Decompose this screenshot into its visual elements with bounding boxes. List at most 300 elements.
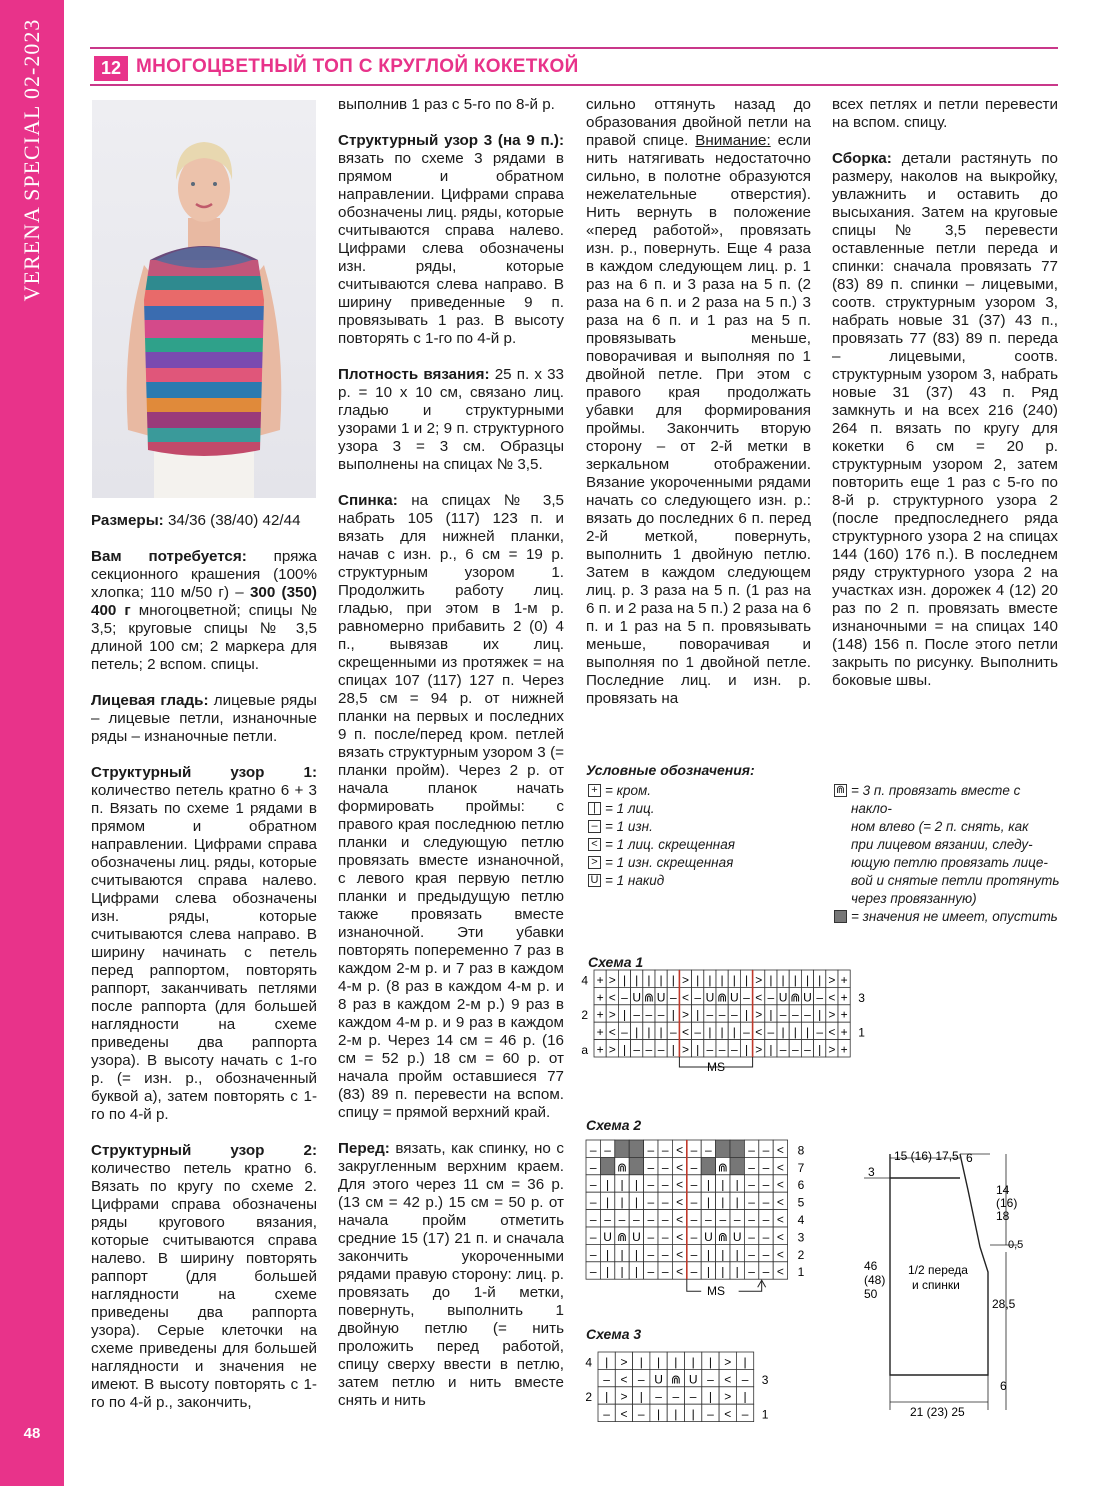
chart-symbol: | <box>818 972 822 987</box>
chart-symbol: – <box>706 1042 714 1057</box>
chart-symbol: | <box>696 1042 700 1057</box>
chart-symbol: | <box>720 1025 724 1040</box>
chart-symbol: – <box>647 1264 655 1279</box>
chart-symbol: – <box>741 1407 749 1422</box>
repeat-bracket <box>687 1279 701 1291</box>
materials: Вам потребуется: пряжа секционного крашения (100% хлопка; 110 м/50 г) – 300 (350) 400 г многоцветной; спицы № 3,5; круговые спицы № 3,5 длиной 100 см; 2 маркера для петель; 2 вспом. спицы. <box>91 548 317 673</box>
chart-cell <box>600 1157 614 1174</box>
schematic-caption <box>908 1263 968 1292</box>
chart-symbol: ⋒ <box>616 1160 628 1175</box>
chart-symbol: – <box>655 1389 662 1404</box>
chart-symbol: ⋒ <box>616 1229 628 1244</box>
chart-symbol: | <box>606 1177 610 1192</box>
chart-symbol: | <box>732 1025 736 1040</box>
chart-symbol: U <box>732 1229 742 1244</box>
body-length-label: 28,5 <box>992 1297 1016 1311</box>
chart-symbol: + <box>840 1007 848 1022</box>
chart-symbol: | <box>620 1264 624 1279</box>
chart-symbol: | <box>605 1389 609 1404</box>
front-continued: сильно оттянуть назад до образования двойной петли на правой спице. Внимание: если нить натягивать недостаточно сильно, в полотне образуются нежелательные отверстия). Нить вернуть в положение «перед работой», провязать изн. р., повернуть. Еще 4 раза в каждом следующем лиц. р. 1 раз на 6 п. и 3 раза на 5 п. (2 раза на 6 п. и 2 раза на 5 п.) 3 раза на 6 п. и 1 раз на 5 п. провязывать меньше, поворачивая и выполняя по 1 двойной петле. При этом с правого края продолжать убавки для формирования проймы. Закончить вторую сторону – от 2-й метки в зеркальном отображении. Вязание укороченными рядами начать со следующего изн. р.: вязать до последних 6 п. перед 2-й меткой, повернуть, выполнить 1 двойную петлю. Затем в каждом следующем лиц. р. 3 раза на 5 п. (1 раз на 6 п. и 2 раза на 5 п.) 2 раза на 6 п. и 1 раз на 5 п. провязывать меньше, поворачивая и выполняя по 1 двойной петле. Последние лиц. и изн. р. провязать на <box>586 96 812 707</box>
chart-symbol: | <box>691 1354 695 1369</box>
chart-symbol: – <box>748 1247 755 1262</box>
legend-item-k3tog: ⋒ = 3 п. провязать вместе с накло- ном влево (= 2 п. снять, как при лицевом вязании, следу- ющую петлю провязать лице- вой и снятые петли протянуть через провязанную) <box>835 783 1060 906</box>
legend-item: U = 1 накид <box>588 872 828 890</box>
back-instructions: Спинка: на спицах № 3,5 набрать 105 (117) 123 п. и вязать для нижней планки, начав с изн. р., 6 см = 19 р. структурным узором 1. Продолжить работу лиц. гладью, при этом в 1-м р. равномерно прибавить 2 (0) 4 п., вывязав их лиц. скрещенными из протяжек = на спицах 107 (117) 127 п. Через 28,5 см = 94 р. от нижней планки на первых и последних 9 п. после/перед кром. петлей вязать структурным узором 3 (= планки пройм). Через 2 р. от начала планок начать формировать проймы: с правого края последнюю петлю планки и следующую петлю провязать вместе изнаночной, с левого края первую петлю планки и предыдущую петлю также провязать вместе изнаночной. Эти убавки повторять попеременно 7 раз в каждом 2-м р. и 7 раз в каждом 4-м р. (8 раз в каждом 4-м р. и 8 раз в каждом 2-м р.) 9 раз в каждом 4-м р. и 9 раз в каждом 2-м р. Через 14 см = 46 р. (16 см = 52 р.) 18 см = 60 р. от начала пройм оставшиеся 77 (83) 89 п. перевести на вспом. спицу = прямой верхний край. <box>338 492 564 1121</box>
chart-symbol: | <box>647 972 651 987</box>
chart-symbol: > <box>608 1007 616 1022</box>
chart-symbol: – <box>589 1247 597 1262</box>
chart-symbol: – <box>618 1212 626 1227</box>
chart-symbol: – <box>762 1229 770 1244</box>
chart-symbol: | <box>606 1264 610 1279</box>
chart-symbol: + <box>840 990 848 1005</box>
chart-symbol: – <box>707 1372 714 1387</box>
chart-symbol: < <box>676 1160 684 1175</box>
purl-twisted-icon: > <box>588 856 601 869</box>
chart-symbol: – <box>672 1389 680 1404</box>
chart-symbol: – <box>707 1407 714 1422</box>
chart-symbol: | <box>634 1264 638 1279</box>
chart-symbol: – <box>762 1160 770 1175</box>
chart-symbol: | <box>721 1177 725 1192</box>
chart-symbol: – <box>603 1372 610 1387</box>
chart-cell <box>701 1157 715 1174</box>
column-3 <box>586 96 811 726</box>
chart-symbol: – <box>647 1142 655 1157</box>
chart-symbol: | <box>706 1247 710 1262</box>
chart-symbol: – <box>779 1042 787 1057</box>
chart-symbol: + <box>840 1025 848 1040</box>
row-label: 2 <box>581 1008 588 1023</box>
row-label: 2 <box>585 1390 592 1405</box>
chart-symbol: | <box>634 1177 638 1192</box>
chart-symbol: < <box>620 1372 628 1387</box>
chart-symbol: | <box>656 1354 661 1369</box>
chart-symbol: | <box>659 972 663 987</box>
row-label: 8 <box>797 1143 805 1158</box>
chart-symbol: < <box>776 1229 784 1244</box>
chart-symbol: | <box>744 1007 749 1022</box>
row-label: 3 <box>761 1372 769 1387</box>
chart-symbol: | <box>634 1195 638 1210</box>
front-end: всех петлях и петли перевести на вспом. спицу. <box>832 96 1058 131</box>
chart-symbol: – <box>733 1212 741 1227</box>
chart-symbol: – <box>748 1264 755 1279</box>
chart-symbol: | <box>769 1007 773 1022</box>
chart-symbol: | <box>620 1177 624 1192</box>
legend-item: < = 1 лиц. скрещенная <box>588 836 828 854</box>
chart-symbol: | <box>706 1264 710 1279</box>
armhole-depth-line: 18 <box>996 1209 1010 1223</box>
chart-symbol: | <box>805 972 810 987</box>
chart-symbol: – <box>690 1264 698 1279</box>
stockinette: Лицевая гладь: лицевые ряды – лицевые петли, изнаночные ряды – изнаночные петли. <box>91 692 317 745</box>
chart-symbol: > <box>608 1042 616 1057</box>
chart-symbol: – <box>589 1264 597 1279</box>
chart-symbol: – <box>767 1025 775 1040</box>
chart-symbol: | <box>735 1195 739 1210</box>
chart-symbol: ⋒ <box>643 990 654 1005</box>
legend-item: + = кром. <box>588 782 828 800</box>
chart-symbol: < <box>755 1025 763 1040</box>
chart-symbol: U <box>688 1372 698 1387</box>
chart-symbol: < <box>776 1142 784 1157</box>
chart-symbol: | <box>620 1195 624 1210</box>
front-instructions: Перед: вязать, как спинку, но с закругленным верхним краем. Для этого через 11 см = 36 р. (13 см = 42 р.) 15 см = 50 р. от начала пройм отметить средние 15 (17) 21 п. и сначала закончить укороченными рядами правую сторону: лиц. р. провязать до 1-й метки, повернуть, выполнить 1 двойную петлю (= нить проложить перед работой, спицу сверху ввести в петлю, затем петлю и нить вместе снять и нить <box>338 1140 564 1409</box>
chart-symbol: – <box>603 1407 610 1422</box>
chart-symbol: < <box>620 1407 628 1422</box>
chart-symbol: > <box>755 1042 763 1057</box>
chart-cell <box>730 1140 744 1157</box>
chart-symbol: – <box>633 1212 640 1227</box>
edge-stitch-icon: + <box>588 784 601 797</box>
chart-symbol: – <box>645 1007 653 1022</box>
row-label: 3 <box>858 990 865 1005</box>
chart-symbol: – <box>816 1025 824 1040</box>
chart-symbol: | <box>622 1042 627 1057</box>
chart-symbol: + <box>596 972 604 987</box>
chart-symbol: – <box>661 1160 669 1175</box>
chart-symbol: – <box>779 1007 787 1022</box>
pattern-3: Структурный узор 3 (на 9 п.): вязать по схеме 3 рядами в прямом и обратном направлении. Цифрами справа обозначены лиц. ряды, которые считываются справа налево. Цифрами слева обозначены изн. ряды, которые считываются слева направо. В ширину приведенные 9 п. провязывать 1 раз. В высоту повторять с 1-го по 4-й р. <box>338 132 564 347</box>
chart-symbol: | <box>744 972 749 987</box>
chart-symbol: – <box>694 1025 702 1040</box>
chart-symbol: > <box>755 1007 763 1022</box>
chart-symbol: – <box>705 1142 712 1157</box>
chart-symbol: – <box>743 990 750 1005</box>
chart-symbol: U <box>656 990 666 1005</box>
scheme-3-title: Схема 3 <box>586 1326 642 1342</box>
armhole-depth-label <box>996 1183 1017 1223</box>
row-label: 7 <box>797 1160 805 1175</box>
chart-symbol: – <box>690 1229 698 1244</box>
chart-symbol: – <box>661 1195 669 1210</box>
chart-symbol: – <box>657 1007 665 1022</box>
chart-symbol: > <box>681 1007 690 1022</box>
yarn-over-icon: U <box>588 874 601 887</box>
chart-symbol: | <box>674 1407 678 1422</box>
chart-symbol: – <box>621 1025 628 1040</box>
row-label: 1 <box>858 1025 865 1040</box>
chart-symbol: | <box>620 1247 624 1262</box>
chart-symbol: – <box>730 1007 738 1022</box>
chart-symbol: – <box>589 1160 597 1175</box>
chart-symbol: – <box>604 1142 611 1157</box>
chart-symbol: | <box>708 1389 713 1404</box>
chart-symbol: | <box>622 972 627 987</box>
chart-symbol: U <box>704 1229 713 1244</box>
chart-symbol: – <box>762 1212 770 1227</box>
chart-symbol: < <box>676 1264 684 1279</box>
chart-symbol: – <box>816 990 824 1005</box>
header-rule-bottom <box>90 84 1058 86</box>
chart-symbol: – <box>730 1042 738 1057</box>
magazine-title: VERENA SPECIAL 02-2023 <box>19 18 44 302</box>
chart-symbol: | <box>635 1025 639 1040</box>
chart-symbol: < <box>608 1025 616 1040</box>
chart-symbol: < <box>776 1212 784 1227</box>
chart-symbol: | <box>708 972 712 987</box>
row-label: 1 <box>797 1265 805 1280</box>
chart-symbol: | <box>674 1354 678 1369</box>
chart-symbol: + <box>596 990 604 1005</box>
article-number: 12 <box>94 56 128 81</box>
total-length-line: 46 <box>864 1259 878 1273</box>
chart-symbol: | <box>793 1025 797 1040</box>
chart-symbol: – <box>661 1247 669 1262</box>
repeat-label: MS <box>706 1284 725 1299</box>
chart-symbol: – <box>762 1177 770 1192</box>
knit-twisted-icon: < <box>588 838 601 851</box>
chart-symbol: – <box>791 1007 799 1022</box>
chart-symbol: | <box>606 1247 610 1262</box>
legend-left <box>588 782 828 890</box>
chart-symbol: < <box>776 1264 784 1279</box>
chart-symbol: < <box>724 1372 732 1387</box>
chart-symbol: – <box>762 1142 770 1157</box>
chart-symbol: < <box>776 1160 784 1175</box>
chart-symbol: U <box>632 1229 641 1244</box>
total-length-line: 50 <box>864 1287 878 1301</box>
band-label: 6 <box>1000 1379 1007 1393</box>
chart-cell <box>629 1157 643 1174</box>
chart-cell <box>730 1157 744 1174</box>
scheme-1-title: Схема 1 <box>588 954 644 970</box>
neck-width-label: 15 (16) 17,5 <box>894 1149 959 1163</box>
chart-symbol: < <box>776 1247 784 1262</box>
garment-schematic <box>856 1140 1046 1422</box>
chart-symbol: – <box>762 1195 770 1210</box>
row-label: 2 <box>797 1247 805 1262</box>
model-photo <box>92 100 316 498</box>
shoulder-label: 6 <box>966 1151 973 1165</box>
scheme-2-title: Схема 2 <box>586 1117 642 1133</box>
chart-symbol: – <box>690 1160 698 1175</box>
legend-item: – = 1 изн. <box>588 818 828 836</box>
chart-symbol: < <box>828 1025 836 1040</box>
chart-symbol: > <box>681 1042 690 1057</box>
chart-symbol: – <box>637 1372 645 1387</box>
chart-symbol: | <box>769 1042 773 1057</box>
row-label: 1 <box>761 1407 769 1422</box>
chart-symbol: – <box>661 1142 669 1157</box>
chart-symbol: > <box>608 972 616 987</box>
chart-symbol: | <box>743 1389 747 1404</box>
chart-symbol: – <box>719 1212 727 1227</box>
armhole-depth-line: (16) <box>996 1196 1018 1210</box>
chart-cell <box>615 1140 629 1157</box>
chart-symbol: | <box>720 972 724 987</box>
legend-item-gray: = значения не имеет, опустить <box>834 908 1064 926</box>
chart-symbol: < <box>776 1195 784 1210</box>
chart-symbol: – <box>748 1229 755 1244</box>
chart-symbol: – <box>748 1212 755 1227</box>
legend-item: > = 1 изн. скрещенная <box>588 854 828 872</box>
chart-symbol: + <box>596 1025 604 1040</box>
chart-symbol: + <box>596 1007 604 1022</box>
chart-symbol: – <box>647 1212 655 1227</box>
caption-line: и спинки <box>912 1278 960 1292</box>
chart-symbol: – <box>633 1007 641 1022</box>
chart-symbol: < <box>724 1407 732 1422</box>
chart-symbol: < <box>755 990 763 1005</box>
chart-symbol: – <box>804 1007 811 1022</box>
chart-symbol: – <box>748 1142 755 1157</box>
chart-symbol: – <box>743 1025 750 1040</box>
row-label: 4 <box>581 973 588 988</box>
chart-symbol: | <box>793 972 797 987</box>
legend-right <box>834 782 1064 926</box>
chart-symbol: | <box>671 1042 675 1057</box>
chart-symbol: – <box>705 1212 712 1227</box>
chart-symbol: + <box>596 1042 604 1057</box>
chart-symbol: > <box>724 1389 732 1404</box>
chart-cell <box>629 1140 643 1157</box>
scheme-2-chart <box>578 1136 818 1316</box>
chart-symbol: | <box>735 1264 739 1279</box>
assembly: Сборка: детали растянуть по размеру, наколов на выкройку, увлажнить и оставить до высыхания. Затем на круговые спицы № 3,5 перевести оставленные петли переда и спинки: сначала провязать 77 (83) 89 п. спинки – лицевыми, соотв. структурным узором 3, набрать новые 31 (37) 43 п., провязать 77 (83) 89 п. переда – лицевыми, соотв. структурным узором 3, набрать новые 31 (37) 43 п. Ряд замкнуть и на всех 216 (240) 264 п. вязать по кругу для кокетки 6 см = 20 р. структурным узором 2, затем повторить еще 1 раз с 5-го по 8-й р. структурного узора 2 (после предпоследнего ряда структурного узора 2 на спицах 144 (160) 176 п.). В последнем ряду структурного узора 2 на участках изн. дорожек 4 (12) 20 раз по 2 п. провязать вместе изнаночными = на спицах 140 (148) 156 п. После этого петли закрыть по рисунку. Выполнить боковые швы. <box>832 150 1058 689</box>
chart-symbol: > <box>755 972 763 987</box>
chart-symbol: | <box>671 972 675 987</box>
chart-symbol: – <box>669 990 677 1005</box>
gray-cell-icon <box>834 910 847 923</box>
chart-symbol: – <box>748 1160 755 1175</box>
chart-symbol: – <box>690 1247 698 1262</box>
chart-symbol: – <box>741 1372 749 1387</box>
half-width-label: 21 (23) 25 <box>910 1405 965 1419</box>
chart-symbol: – <box>669 1025 677 1040</box>
chart-symbol: – <box>694 990 702 1005</box>
header-rule-top <box>90 47 1058 49</box>
chart-symbol: | <box>691 1407 695 1422</box>
scheme-1-chart <box>578 966 878 1081</box>
gauge: Плотность вязания: 25 п. х 33 р. = 10 х 10 см, связано лиц. гладью и структурными узорами 1 и 2; 9 п. структурного узора 3 = 3 см. Образцы выполнены на спицах № 3,5. <box>338 366 564 473</box>
caption-line: 1/2 переда <box>908 1263 968 1277</box>
chart-symbol: | <box>744 1042 749 1057</box>
chart-symbol: | <box>735 1247 739 1262</box>
chart-symbol: | <box>656 1407 661 1422</box>
chart-symbol: < <box>676 1195 684 1210</box>
chart-symbol: | <box>721 1247 725 1262</box>
chart-symbol: | <box>781 1025 785 1040</box>
sizes: Размеры: 34/36 (38/40) 42/44 <box>91 512 301 529</box>
chart-symbol: – <box>604 1212 611 1227</box>
chart-symbol: + <box>840 1042 848 1057</box>
chart-symbol: U <box>654 1372 663 1387</box>
column-1 <box>91 512 317 1430</box>
chart-symbol: – <box>690 1142 698 1157</box>
total-length-label <box>864 1259 885 1301</box>
chart-symbol: > <box>724 1354 732 1369</box>
chart-symbol: < <box>676 1229 684 1244</box>
chart-symbol: | <box>708 1025 712 1040</box>
scheme-3-chart <box>578 1348 778 1424</box>
row-label: 6 <box>797 1178 805 1193</box>
chart-symbol: – <box>637 1407 645 1422</box>
chart-symbol: ⋒ <box>717 1160 728 1175</box>
chart-symbol: – <box>661 1264 669 1279</box>
chart-symbol: U <box>603 1229 612 1244</box>
chart-symbol: – <box>689 1389 697 1404</box>
chart-symbol: – <box>621 990 628 1005</box>
chart-symbol: | <box>696 972 700 987</box>
column-2 <box>338 96 564 1428</box>
chart-symbol: | <box>605 1354 609 1369</box>
chart-symbol: – <box>718 1042 726 1057</box>
neck-depth-label: 3 <box>868 1165 875 1179</box>
chart-symbol: – <box>690 1195 698 1210</box>
chart-symbol: – <box>589 1229 597 1244</box>
chart-symbol: – <box>647 1229 655 1244</box>
chart-symbol: > <box>828 1042 836 1057</box>
page-number: 48 <box>23 1425 41 1442</box>
chart-symbol: – <box>645 1042 653 1057</box>
column-4 <box>832 96 1058 708</box>
chart-symbol: | <box>622 1007 627 1022</box>
chart-symbol: – <box>748 1195 755 1210</box>
chart-symbol: – <box>647 1177 655 1192</box>
chart-symbol: | <box>671 1007 675 1022</box>
chart-symbol: | <box>706 1195 710 1210</box>
chart-symbol: < <box>681 1025 690 1040</box>
pattern-2: Структурный узор 2: количество петель кратно 6. Вязать по кругу по схеме 2. Цифрами справа обозначены ряды кругового вязания, которые считываются справа налево. В ширину повторять раппорт (для большей наглядности на схеме приведены два раппорта узора). Серые клеточки на схеме приведены для большей наглядности и значения не имеют. В высоту повторять с 1-го по 4-й р., закончить, <box>91 1142 317 1411</box>
row-label: 3 <box>797 1230 805 1245</box>
chart-symbol: | <box>805 1025 810 1040</box>
chart-symbol: | <box>634 1247 638 1262</box>
chart-symbol: < <box>608 990 616 1005</box>
chart-symbol: U <box>705 990 715 1005</box>
chart-symbol: | <box>708 1354 713 1369</box>
chart-symbol: | <box>639 1354 643 1369</box>
row-label: a <box>581 1043 588 1057</box>
chart-symbol: – <box>690 1212 698 1227</box>
chart-symbol: – <box>690 1177 698 1192</box>
chart-symbol: – <box>589 1177 597 1192</box>
chart-symbol: – <box>661 1229 669 1244</box>
chart-symbol: + <box>840 972 848 987</box>
armhole-depth-line: 14 <box>996 1183 1010 1197</box>
chart-symbol: < <box>681 990 690 1005</box>
chart-cell <box>716 1140 730 1157</box>
chart-symbol: > <box>828 972 836 987</box>
chart-symbol: U <box>803 990 812 1005</box>
chart-symbol: | <box>721 1264 725 1279</box>
chart-symbol: | <box>639 1389 643 1404</box>
purl-icon: – <box>588 820 601 833</box>
k3tog-icon: ⋒ <box>835 784 846 796</box>
knit-icon: | <box>588 802 601 815</box>
chart-symbol: < <box>676 1212 684 1227</box>
chart-symbol: | <box>696 1007 700 1022</box>
chart-symbol: | <box>706 1177 710 1192</box>
chart-symbol: > <box>620 1354 628 1369</box>
chart-symbol: | <box>818 1007 822 1022</box>
pattern-2-continued: выполнив 1 раз с 5-го по 8-й р. <box>338 96 555 113</box>
chart-symbol: – <box>647 1195 655 1210</box>
total-length-line: (48) <box>864 1273 886 1287</box>
pattern-1: Структурный узор 1: количество петель кратно 6 + 3 п. Вязать по схеме 1 рядами в прямом и обратном направлении. Цифрами справа обозначены лиц. ряды, которые считываются справа налево. Цифрами слева обозначены изн. ряды, которые считываются слева направо. В ширину начинать с петель перед раппортом, повторять раппорт, заканчивать петлями после раппорта (для большей наглядности на схеме приведены два раппорта узора). В высоту начать с 1-го р. (= изн. р., обозначенный буквой а), затем повторять с 1-го по 4-й р. <box>91 764 317 1123</box>
chart-symbol: – <box>718 1007 726 1022</box>
chart-symbol: – <box>589 1212 597 1227</box>
chart-symbol: | <box>735 1177 739 1192</box>
chart-symbol: | <box>635 972 639 987</box>
chart-symbol: – <box>804 1042 811 1057</box>
chart-symbol: | <box>732 972 736 987</box>
row-label: 5 <box>797 1195 805 1210</box>
chart-symbol: | <box>647 1025 651 1040</box>
chart-symbol: – <box>748 1177 755 1192</box>
chart-symbol: – <box>706 1007 714 1022</box>
